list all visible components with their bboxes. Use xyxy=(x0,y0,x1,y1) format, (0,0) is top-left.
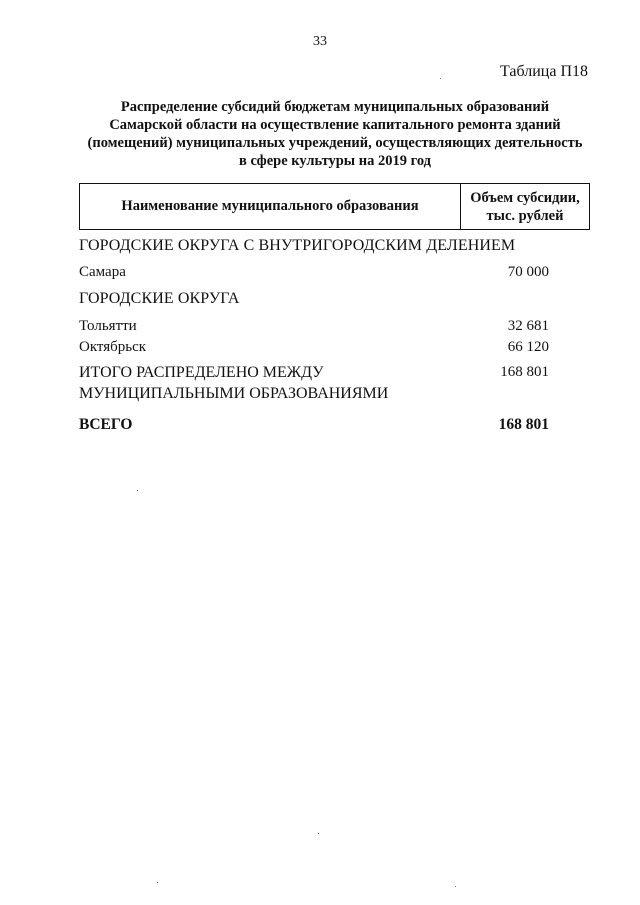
scan-speck xyxy=(137,490,138,491)
page-number: 33 xyxy=(313,34,327,49)
subtotal-name-line: ИТОГО РАСПРЕДЕЛЕНО МЕЖДУ xyxy=(79,364,324,381)
row-name: Тольятти xyxy=(79,318,137,334)
total-name: ВСЕГО xyxy=(79,416,133,433)
column-header-amount-line: Объем субсидии, xyxy=(470,189,580,206)
column-header-name: Наименование муниципального образования xyxy=(80,184,461,229)
table-header xyxy=(79,183,590,230)
row-amount: 66 120 xyxy=(507,339,549,355)
scan-speck xyxy=(318,833,319,834)
row-name: Самара xyxy=(79,264,126,280)
title-line: Самарской области на осуществление капитального ремонта зданий xyxy=(109,117,561,133)
table-label: Таблица П18 xyxy=(500,63,588,80)
row-name: Октябрьск xyxy=(79,339,147,355)
row-amount: 70 000 xyxy=(507,264,549,280)
column-header-amount xyxy=(461,184,589,229)
total-amount: 168 801 xyxy=(498,416,549,433)
scan-speck xyxy=(440,78,441,79)
title-line: в сфере культуры на 2019 год xyxy=(238,153,432,169)
column-header-amount-line: тыс. рублей xyxy=(486,207,564,224)
subtotal-amount: 168 801 xyxy=(500,364,549,380)
section-heading: ГОРОДСКИЕ ОКРУГА С ВНУТРИГОРОДСКИМ ДЕЛЕНИЕМ xyxy=(79,237,516,254)
subtotal-row xyxy=(79,362,549,406)
title-line: Распределение субсидий бюджетам муниципальных образований xyxy=(120,99,550,115)
section-heading: ГОРОДСКИЕ ОКРУГА xyxy=(79,290,240,307)
row-amount: 32 681 xyxy=(507,318,549,334)
title-line: (помещений) муниципальных учреждений, осуществляющих деятельность xyxy=(87,135,583,151)
document-title xyxy=(70,98,600,170)
scan-speck xyxy=(455,886,456,887)
subtotal-name-line: МУНИЦИПАЛЬНЫМИ ОБРАЗОВАНИЯМИ xyxy=(79,385,389,402)
scan-speck xyxy=(157,882,158,883)
subtotal-name xyxy=(79,362,388,404)
